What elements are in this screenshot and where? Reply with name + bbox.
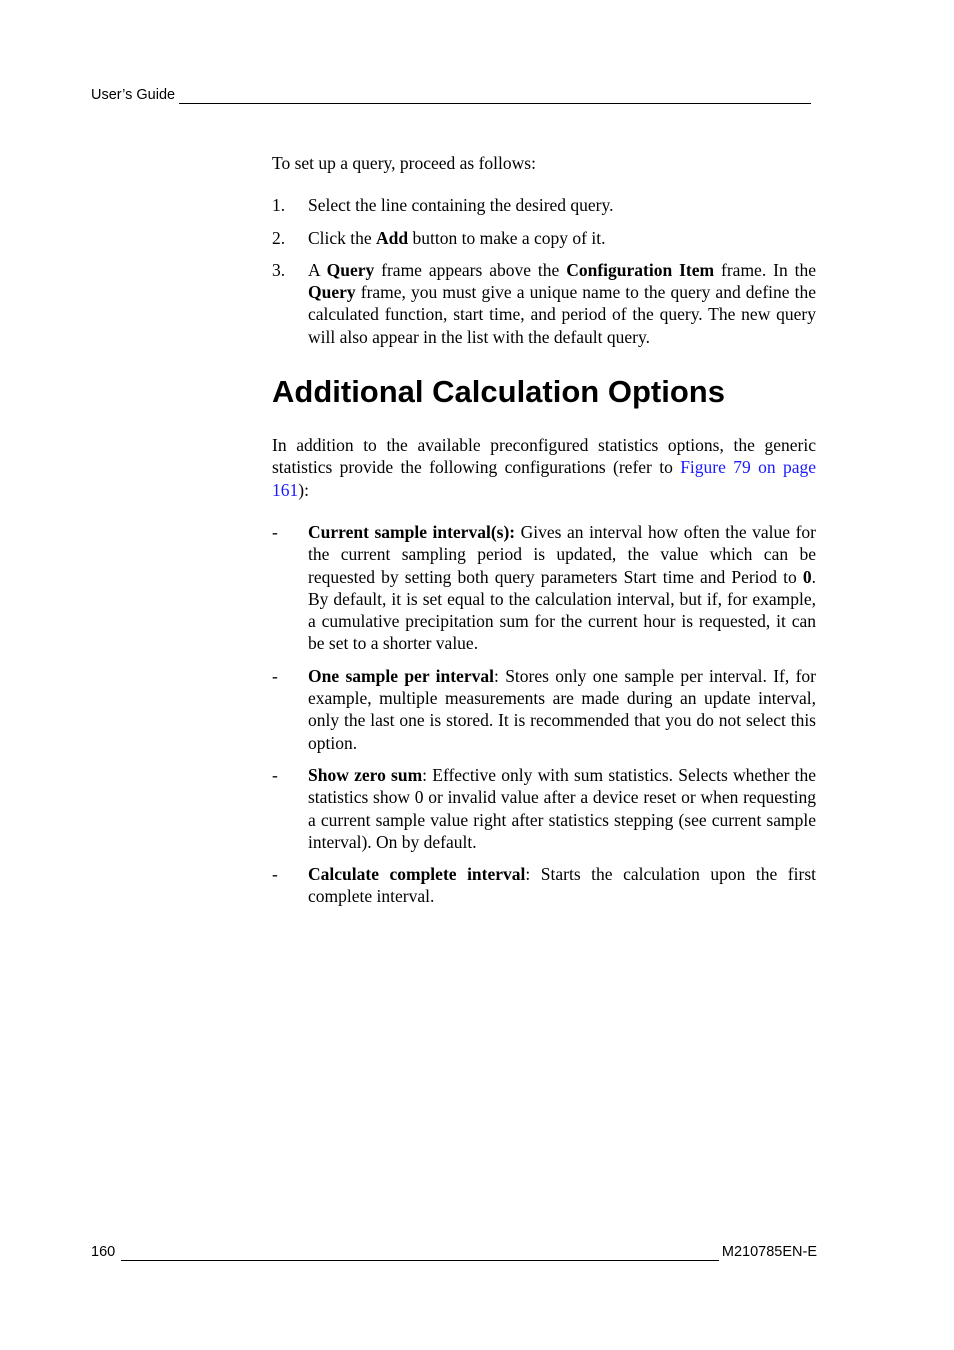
header-rule (179, 89, 811, 104)
step-text: A Query frame appears above the Configuration Item frame. In the Query frame, you must give a unique name to the query and define the calculated function, start time, and period of the query. The new query will also appear in the list with the default query. (308, 259, 816, 347)
option-text: Calculate complete interval: Starts the calculation upon the first complete interval. (308, 864, 816, 907)
option-item (272, 863, 816, 908)
step-number: 1. (272, 195, 286, 216)
option-item (272, 764, 816, 853)
doc-code: M210785EN-E (721, 1244, 817, 1260)
option-item (272, 665, 816, 754)
page-header (91, 86, 811, 104)
add-keyword: Add (376, 227, 409, 248)
step-number: 2. (272, 227, 286, 248)
step-text: Select the line containing the desired query. (308, 195, 614, 216)
step-number: 3. (272, 259, 286, 280)
option-text: Current sample interval(s): Gives an interval how often the value for the current sampling period is updated, the value which can be requested by setting both query parameters Start time and Period to 0. By default, it is set equal to the calculation interval, but if, for example, a cumulative precipitation sum for the current hour is requested, it can be set to a shorter value. (308, 521, 816, 654)
step-item (272, 259, 816, 348)
page-footer (91, 1243, 817, 1261)
step-item (272, 194, 816, 216)
footer-rule (121, 1246, 719, 1261)
option-dash: - (272, 864, 278, 885)
page-number: 160 (91, 1244, 116, 1260)
option-item (272, 521, 816, 655)
option-text: One sample per interval: Stores only one sample per interval. If, for example, multiple measurements are made during an update interval, only the last one is stored. It is recommended that you do not select this option. (308, 665, 816, 753)
main-content (272, 152, 816, 918)
option-text: Show zero sum: Effective only with sum statistics. Selects whether the statistics show 0 or invalid value after a device reset or when requesting a current sample value right after statistics stepping (see current sample interval). On by default. (308, 764, 816, 852)
figure-link[interactable]: Figure 79 on page 161 (272, 457, 816, 500)
header-title: User’s Guide (91, 87, 176, 103)
step-text: Click the Add button to make a copy of it. (308, 227, 606, 248)
step-item (272, 227, 816, 249)
intro-text: To set up a query, proceed as follows: (272, 153, 536, 173)
option-dash: - (272, 665, 278, 686)
option-dash: - (272, 521, 278, 542)
option-dash: - (272, 764, 278, 785)
section-intro: In addition to the available preconfigured statistics options, the generic statistics provide the following configurations (refer to Figure 79 on page 161): (272, 435, 816, 500)
section-heading: Additional Calculation Options (272, 374, 725, 410)
